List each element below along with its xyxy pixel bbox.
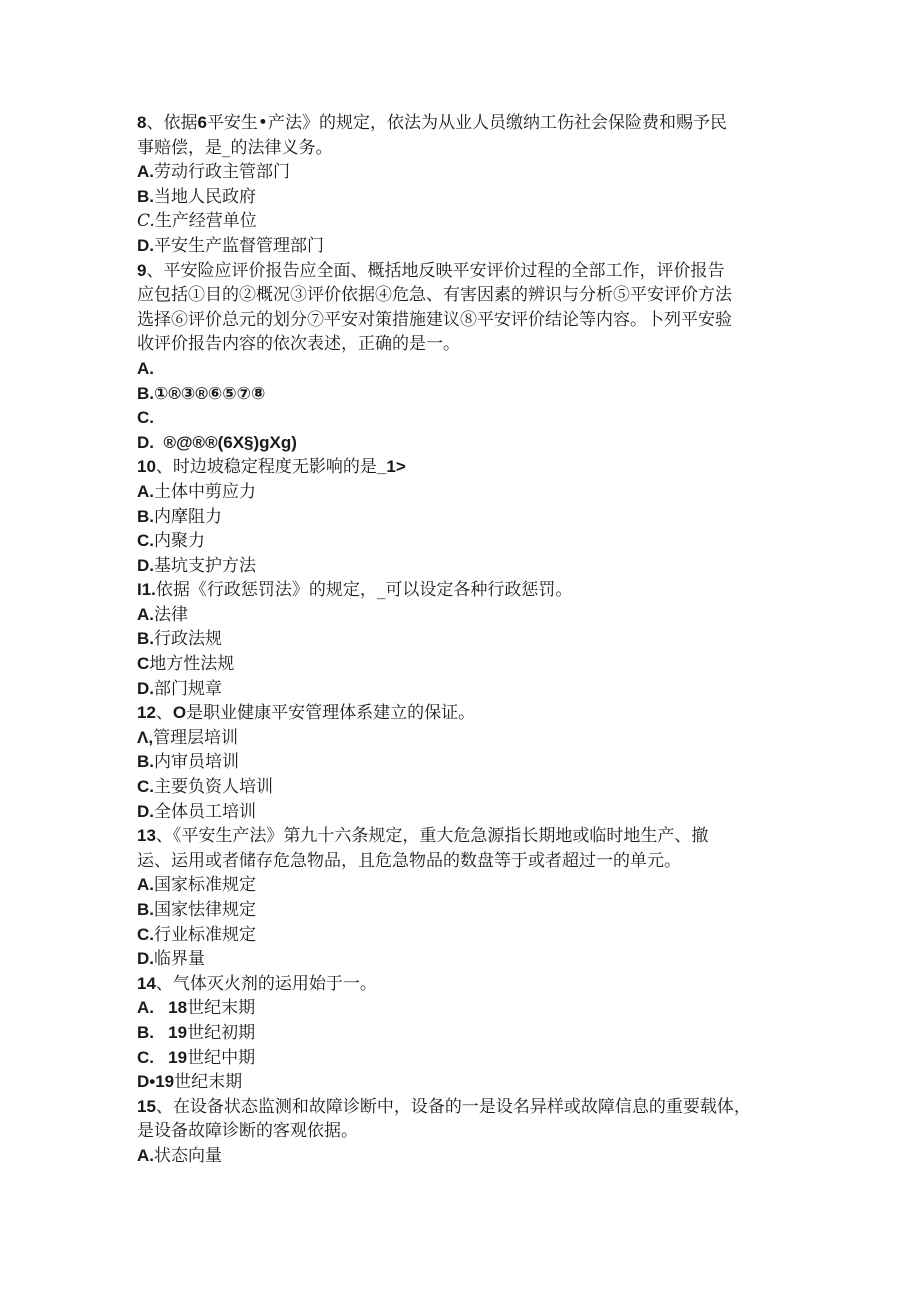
option-text: 世纪末期 — [174, 1072, 243, 1093]
question-9-line-1 — [137, 259, 787, 284]
option-line — [137, 209, 787, 234]
option-text: 部门规章 — [154, 678, 222, 699]
question-text: 、《平安生产法》第九十六条规定，重大危急源指长期地或临时地生产、撤 — [155, 826, 709, 847]
option-text: 当地人民政府 — [154, 186, 256, 207]
question-text: 、气体灭火剂的运用始于一。 — [155, 973, 377, 994]
option-letter: B. — [137, 186, 154, 206]
question-11-line — [137, 578, 787, 603]
document-page — [137, 111, 787, 1169]
option-line — [137, 1070, 787, 1095]
question-text: 是职业健康平安管理体系建立的保证。 — [186, 703, 476, 724]
option-line — [137, 603, 787, 628]
option-letter: C — [137, 654, 150, 674]
option-letter: D. — [137, 949, 154, 969]
option-text: 内审员培训 — [154, 752, 239, 773]
option-line — [137, 947, 787, 972]
option-letter: Λ, — [137, 727, 154, 747]
option-text: 内聚力 — [154, 531, 205, 552]
option-line — [137, 652, 787, 677]
option-text: 世纪中期 — [187, 1047, 256, 1068]
option-line — [137, 406, 787, 431]
option-text: 管理层培训 — [153, 727, 239, 748]
question-15-line-1 — [137, 1095, 787, 1120]
option-letter: D•19 — [137, 1072, 175, 1092]
option-text: 世纪末期 — [187, 998, 256, 1019]
option-letter: A. — [137, 162, 154, 182]
option-line — [137, 627, 787, 652]
option-text: 劳动行政主管部门 — [154, 162, 290, 183]
question-13-line-1 — [137, 824, 787, 849]
option-letter: C. — [137, 408, 154, 428]
option-letter: C. 19 — [137, 1047, 188, 1067]
option-letter: C. — [137, 211, 155, 232]
question-8-line-1 — [137, 111, 787, 136]
option-text: 土体中剪应力 — [154, 481, 256, 502]
option-letter: A. 18 — [137, 998, 188, 1018]
question-15-line-2 — [137, 1119, 787, 1144]
question-text: 收评价报告内容的依次表述，正确的是一。 — [137, 334, 460, 355]
option-letter: B. — [137, 506, 154, 526]
question-number: 12 — [137, 703, 156, 723]
option-line — [137, 529, 787, 554]
text-fragment: O — [172, 703, 187, 723]
question-text: 选择⑥评价总元的划分⑦平安对策措施建议⑧平安评价结论等内容。卜列平安验 — [137, 309, 732, 330]
option-line — [137, 800, 787, 825]
option-line — [137, 726, 787, 751]
option-letter: D. — [137, 555, 154, 575]
option-line — [137, 1144, 787, 1169]
option-letter: A. — [137, 604, 154, 624]
option-line — [137, 357, 787, 382]
option-letter: B.①®③®⑥⑤⑦⑧ — [137, 383, 266, 403]
question-number: I1. — [137, 580, 156, 600]
option-letter: D. — [137, 678, 154, 698]
question-13-line-2 — [137, 849, 787, 874]
option-text: 状态向量 — [154, 1145, 222, 1166]
question-9-line-3 — [137, 308, 787, 333]
option-line — [137, 775, 787, 800]
option-text: 国家怯律规定 — [154, 900, 256, 920]
text-fragment: _1> — [376, 457, 406, 477]
option-letter: B. — [137, 900, 154, 919]
option-text: 临界量 — [154, 949, 205, 970]
question-text: 事赔偿，是_的法律义务。 — [137, 137, 333, 158]
question-text: 、平安险应评价报告应全面、概括地反映平安评价过程的全部工作，评价报告 — [146, 260, 725, 281]
option-letter: C. — [137, 924, 154, 944]
option-letter: C. — [137, 777, 154, 797]
option-line — [137, 873, 787, 898]
option-letter: B. — [137, 752, 154, 772]
option-line — [137, 505, 787, 530]
option-letter: A. — [137, 358, 154, 378]
option-text: 全体员工培训 — [154, 801, 256, 822]
option-text: 法律 — [154, 604, 188, 625]
question-number: 9 — [137, 260, 147, 280]
option-letter: B. 19 — [137, 1022, 188, 1042]
question-14-line — [137, 972, 787, 997]
question-text: 、在设备状态监测和故障诊断中，设备的一是设名异样或故障信息的重要载体， — [155, 1096, 751, 1117]
option-line — [137, 160, 787, 185]
question-text: 依据《行政惩罚法》的规定，_可以设定各种行政惩罚。 — [155, 580, 573, 601]
option-line — [137, 234, 787, 259]
option-text: 生产经营单位 — [154, 211, 257, 232]
question-number: 15 — [137, 1096, 156, 1116]
question-text: 是设备故障诊断的客观依据。 — [137, 1121, 358, 1142]
option-letter: D. — [137, 801, 154, 821]
option-letter: C. — [137, 531, 154, 551]
option-line — [137, 677, 787, 702]
option-line — [137, 1021, 787, 1046]
question-text: 应包括①目的②概况③评价依据④危急、有害因素的辨识与分析⑤平安评价方法 — [137, 285, 732, 306]
question-number: 10 — [137, 457, 156, 477]
option-line — [137, 996, 787, 1021]
option-text: 基坑支护方法 — [154, 555, 256, 576]
question-text: 、依据 — [146, 113, 198, 133]
option-text: 主要负资人培训 — [154, 777, 273, 798]
option-letter: A. — [137, 481, 154, 501]
question-10-line — [137, 455, 787, 480]
question-number: 14 — [137, 973, 156, 993]
option-line — [137, 480, 787, 505]
question-text: 运、运用或者储存危急物品，且危急物品的数盘等于或者超过一的单元。 — [137, 850, 681, 871]
option-letter: D. ®@®®(6X§)gXg) — [137, 432, 297, 452]
question-9-line-2 — [137, 283, 787, 308]
option-text: 地方性法规 — [149, 654, 235, 675]
option-line — [137, 554, 787, 579]
option-line — [137, 431, 787, 456]
option-text: 行政法规 — [154, 629, 222, 650]
option-text: 世纪初期 — [187, 1022, 256, 1043]
option-text: 国家标准规定 — [154, 875, 256, 896]
question-number: 8 — [137, 113, 147, 132]
question-text: 平安生•产法》的规定，依法为从业人员缴纳工伤社会保险费和赐予民 — [206, 113, 727, 133]
option-line — [137, 898, 787, 923]
option-letter: B. — [137, 629, 154, 649]
question-text: 、时边坡稳定程度无影响的是 — [155, 457, 377, 478]
question-9-line-4 — [137, 332, 787, 357]
question-number: 13 — [137, 826, 156, 846]
question-8-line-2 — [137, 136, 787, 161]
question-text: 、 — [155, 703, 173, 724]
option-line — [137, 1046, 787, 1071]
option-line — [137, 185, 787, 210]
option-line — [137, 750, 787, 775]
option-letter: D. — [137, 235, 154, 255]
text-fragment: 6 — [197, 113, 207, 132]
option-text: 行业标准规定 — [154, 924, 256, 945]
option-line — [137, 382, 787, 407]
option-text: 内摩阻力 — [154, 506, 222, 527]
option-letter: A. — [137, 875, 154, 895]
option-text: 平安生产监督管理部门 — [154, 235, 324, 256]
option-line — [137, 923, 787, 948]
option-letter: A. — [137, 1145, 154, 1165]
question-12-line — [137, 701, 787, 726]
